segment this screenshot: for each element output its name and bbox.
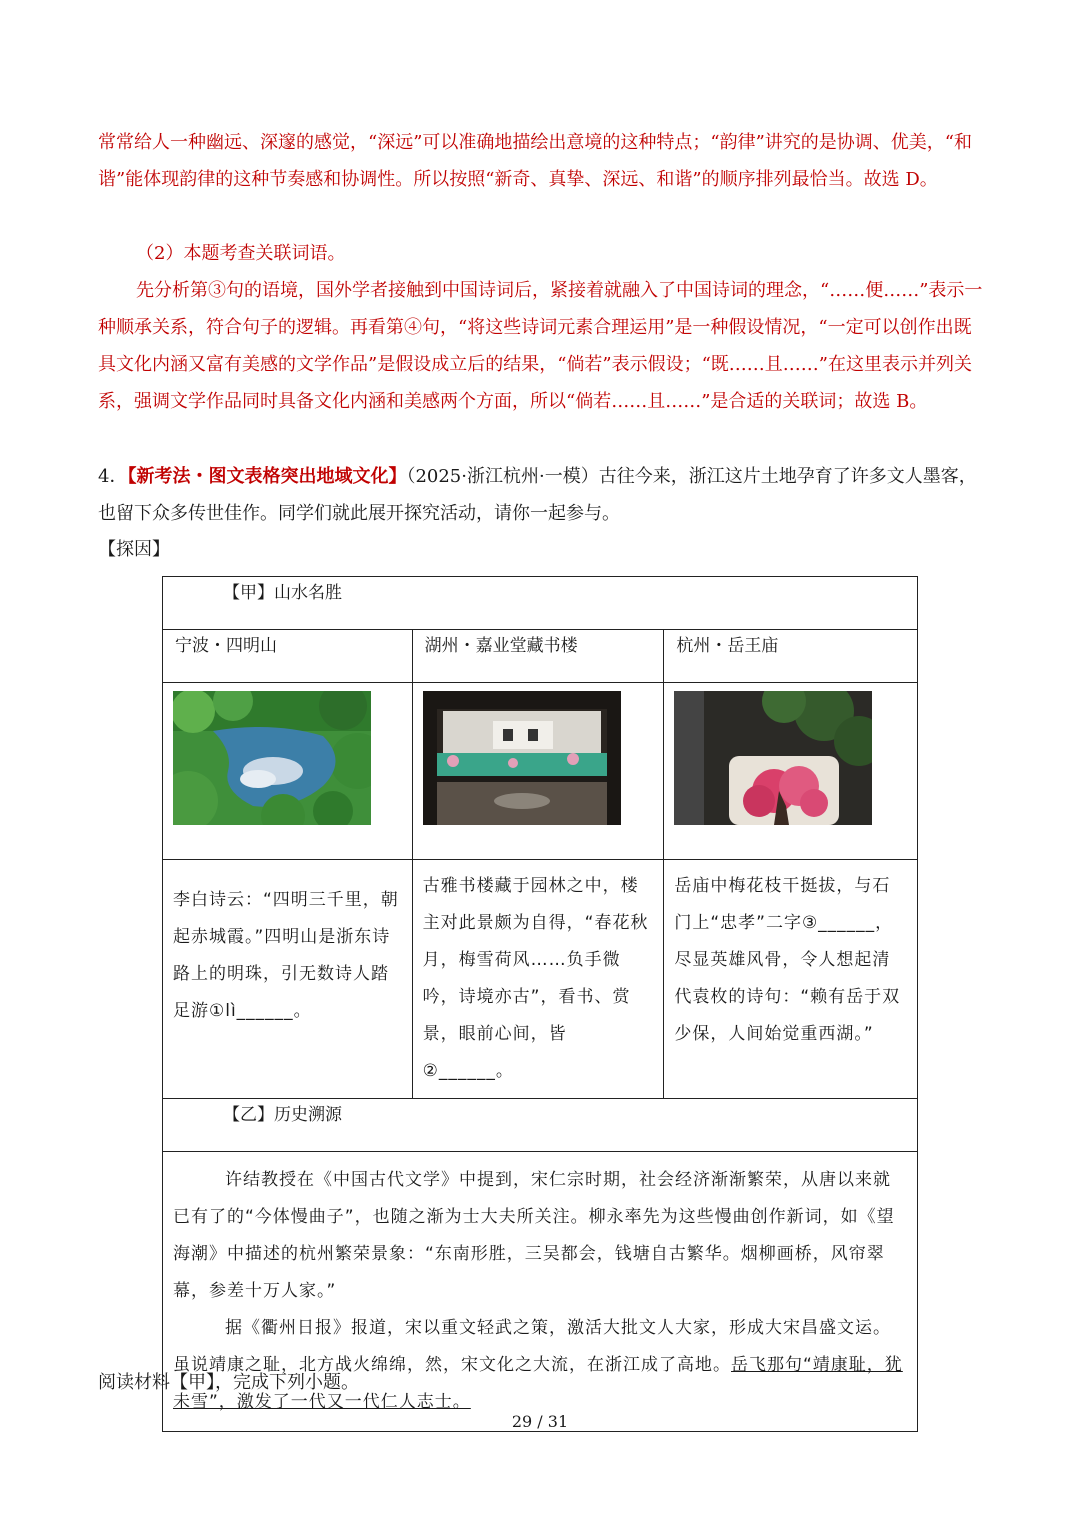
place-jiaye: 湖州・嘉业堂藏书楼: [412, 630, 664, 683]
jiaye-library-photo: [423, 691, 621, 825]
place-yuewang: 杭州・岳王庙: [664, 630, 918, 683]
question-tag: 【新考法・图文表格突出地域文化】: [127, 466, 407, 487]
photo-cell-jiaye: [412, 683, 664, 860]
photo-cell-siming: [163, 683, 413, 860]
yi-paragraph-2: [173, 1310, 907, 1421]
yi-header: 【乙】历史溯源: [163, 1099, 918, 1152]
desc-yuewang: 岳庙中梅花枝干挺拔，与石门上“忠孝”二字③______，尽显英雄风骨，令人想起清代袁枚的诗句：“赖有岳于双少保，人间始觉重西湖。”: [664, 860, 918, 1099]
analysis-paragraph-2: （2）本题考查关联词语。: [136, 243, 346, 264]
page-number: 29 / 31: [511, 1412, 569, 1431]
desc-jiaye: 古雅书楼藏于园林之中，楼主对此景颇为自得，“春花秋月，梅雪荷风……负手微吟，诗境亦古”，看书、赏景，眼前心间，皆②______。: [412, 860, 664, 1099]
place-siming: 宁波・四明山: [163, 630, 413, 683]
materials-table: [162, 576, 918, 1432]
analysis-paragraph-3: 先分析第③句的语境，国外学者接触到中国诗词后，紧接着就融入了中国诗词的理念，“……便……”表示一种顺承关系，符合句子的逻辑。再看第④句，“将这些诗词元素合理运用”是一种假设情况，“一定可以创作出既具文化内涵又富有美感的文学作品”是假设成立后的结果，“倘若”表示假设；“既……且……”在这里表示并列关系，强调文学作品同时具备文化内涵和美感两个方面，所以“倘若……且……”是合适的关联词；故选 B。: [98, 280, 983, 412]
yi-paragraph-2-text: 据《衢州日报》报道，宋以重文轻武之策，激活大批文人大家，形成大宋昌盛文运。虽说靖康之耻，北方战火绵绵，然，宋文化之大流，在浙江成了高地。: [173, 1318, 891, 1375]
reading-instruction: 阅读材料【甲】，完成下列小题。: [98, 1372, 359, 1393]
yi-underlined-quote: 岳飞那句“靖康耻，犹未雪”，激发了一代又一代仁人志士。: [173, 1355, 903, 1412]
question-number: 4．: [98, 466, 128, 487]
yi-paragraph-1: 许结教授在《中国古代文学》中提到，宋仁宗时期，社会经济渐渐繁荣，从唐以来就已有了的“今体慢曲子”，也随之渐为士大夫所关注。柳永率先为这些慢曲创作新词，如《望海潮》中描述的杭州繁荣景象：“东南形胜，三吴都会，钱塘自古繁华。烟柳画桥，风帘翠幕，参差十万人家。”: [173, 1170, 895, 1301]
photo-cell-yuewang: [664, 683, 918, 860]
question-text: 古往今来，浙江这片土地孕育了许多文人墨客，也留下众多传世佳作。同学们就此展开探究活动，请你一起参与。: [98, 466, 977, 524]
section-label-tanyin: 【探因】: [98, 539, 170, 560]
question-source: （2025·浙江杭州·一模）: [406, 466, 599, 487]
jia-header: 【甲】山水名胜: [163, 577, 918, 630]
desc-siming: 李白诗云：“四明三千里，朝起赤城霞。”四明山是浙东诗路上的明珠，引无数诗人踏足游①lì______。: [163, 860, 413, 1099]
siming-mountain-photo: [173, 691, 371, 825]
yuewang-temple-photo: [674, 691, 872, 825]
analysis-paragraph-1: 常常给人一种幽远、深邃的感觉，“深远”可以准确地描绘出意境的这种特点；“韵律”讲究的是协调、优美，“和谐”能体现韵律的这种节奏感和协调性。所以按照“新奇、真挚、深远、和谐”的顺序排列最恰当。故选 D。: [98, 132, 973, 190]
question-4-title: [98, 458, 988, 532]
